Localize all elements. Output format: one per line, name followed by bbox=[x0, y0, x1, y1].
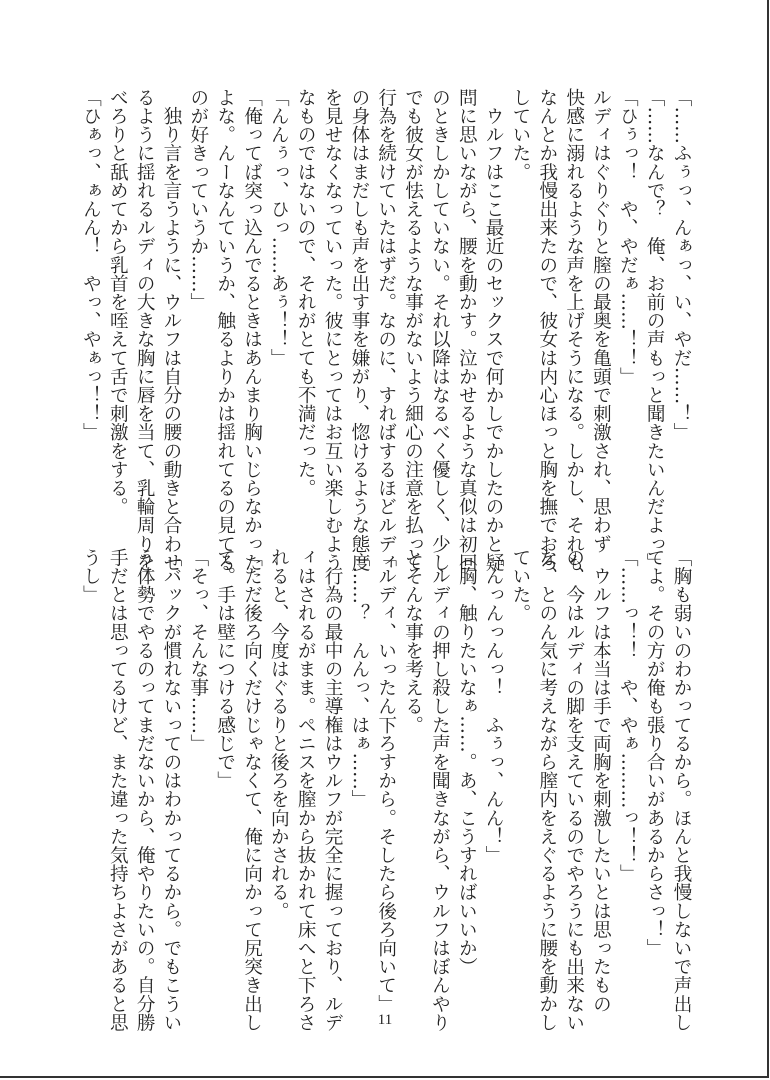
text-column: 「俺ってば突っ込んでるときはあんまり胸いじらなかった bbox=[241, 88, 263, 572]
text-column: 行為を続けていたはずだ。なのに、すればするほどルディ bbox=[375, 88, 397, 572]
text-column: れると、今度はぐるりと後ろを向かされる。 bbox=[268, 548, 290, 920]
text-column: 「んんぅっ、ひっ……あぅ！！」 bbox=[268, 88, 290, 367]
text-column: 「ただ後ろ向くだけじゃなくて、俺に向かって尻突き出し bbox=[241, 548, 263, 1032]
text-column: な、とのん気に考えながら膣内をえぐるように腰を動かし bbox=[536, 548, 558, 1032]
text-column: の、今はルディの脚を支えているのでやろうにも出来ない bbox=[563, 548, 585, 1032]
text-column: していた。 bbox=[509, 88, 531, 181]
text-column: 独り言を言うように、ウルフは自分の腰の動きと合わせ bbox=[160, 88, 182, 572]
text-column: ウルフは本当は手で両胸を刺激したいとは思ったもの bbox=[590, 548, 612, 1013]
text-column: のが好きっていうか……」 bbox=[187, 88, 209, 312]
text-column: 「ひぁっ、ぁんん！ やっ、やぁっ！！」 bbox=[80, 88, 102, 442]
text-column: 「……っ！！ や、やぁ………っ！！」 bbox=[617, 548, 639, 883]
text-column: でも彼女が怯えるような事がないよう細心の注意を払って bbox=[402, 88, 424, 572]
text-column: 「そっ、そんな事……」 bbox=[187, 548, 209, 753]
text-column: てよ。その方が俺も張り合いがあるからさっ！」 bbox=[644, 548, 666, 958]
page-number: 11 bbox=[377, 1012, 393, 1028]
text-column: ていた。 bbox=[509, 548, 531, 623]
text-column: 行為の最中の主導権はウルフが完全に握っており、ルデ bbox=[322, 548, 344, 1032]
text-column: を見せなくなっていった。彼にとってはお互い楽しむよう bbox=[322, 88, 344, 572]
text-column: 快感に溺れるような声を上げそうになる。しかし、それも bbox=[563, 88, 585, 572]
text-block-upper bbox=[76, 88, 694, 572]
text-column: の身体はまだしも声を出す事を嫌がり、惚けるような態度 bbox=[348, 88, 370, 572]
text-column: よな。んーなんていうか、触るよりかは揺れてるの見てる bbox=[214, 88, 236, 572]
text-column: ウルフはここ最近のセックスで何かしでかしたのかと疑 bbox=[483, 88, 505, 572]
text-column: 「ひぅっ！ や、やだぁ……！！」 bbox=[617, 88, 639, 386]
text-column: 手だとは思ってるけど、また違った気持ちよさがあると思 bbox=[107, 548, 129, 1032]
text-column: て。手は壁につける感じで」 bbox=[214, 548, 236, 790]
text-column: 「……ふぅっ、んぁっ、い、やだ……！」 bbox=[671, 88, 692, 442]
text-column: べろりと舐めてから乳首を咥えて舌で刺激をする。 bbox=[107, 88, 129, 516]
text-column: 「んっんっんっ！ ふぅっ、んん！」 bbox=[483, 548, 505, 865]
text-column: 「胸も弱いのわかってるから。ほんと我慢しないで声出し bbox=[671, 548, 692, 1032]
text-column: なものではないので、それがとても不満だった。 bbox=[295, 88, 317, 498]
text-column: ルディの押し殺した声を聞きながら、ウルフはぼんやり bbox=[429, 548, 451, 1032]
text-column: のときしかしていない。それ以降はなるべく優しく、少し bbox=[429, 88, 451, 572]
text-column: 「バックが慣れないってのはわかってるから。でもこうい bbox=[160, 548, 182, 1032]
text-column: とそんな事を考える。 bbox=[402, 548, 424, 734]
text-column: 「……？ んんっ、はぁ……」 bbox=[348, 548, 370, 809]
text-column: なんとか我慢出来たので、彼女は内心ほっと胸を撫でおろ bbox=[536, 88, 558, 572]
text-column: 問に思いながら、腰を動かす。泣かせるような真似は初回 bbox=[456, 88, 478, 572]
text-column: 「……なんで？ 俺、お前の声もっと聞きたいんだよっ」 bbox=[644, 88, 666, 572]
text-column: （胸、触りたいなぁ……。あ、こうすればいいか） bbox=[456, 548, 478, 976]
text-column: う体勢でやるのってまだないから、俺やりたいの。自分勝 bbox=[134, 548, 156, 1032]
text-column: るように揺れるルディの大きな胸に唇を当て、乳輪周りを bbox=[134, 88, 156, 572]
text-column: うし」 bbox=[80, 548, 102, 604]
text-column: 「ルディ、いったん下ろすから。そしたら後ろ向いて」 bbox=[375, 548, 397, 1013]
text-column: ィはされるがまま。ペニスを膣から抜かれて床へと下ろさ bbox=[295, 548, 317, 1032]
text-column: ルディはぐりぐりと膣の最奥を亀頭で刺激され、思わず bbox=[590, 88, 612, 553]
